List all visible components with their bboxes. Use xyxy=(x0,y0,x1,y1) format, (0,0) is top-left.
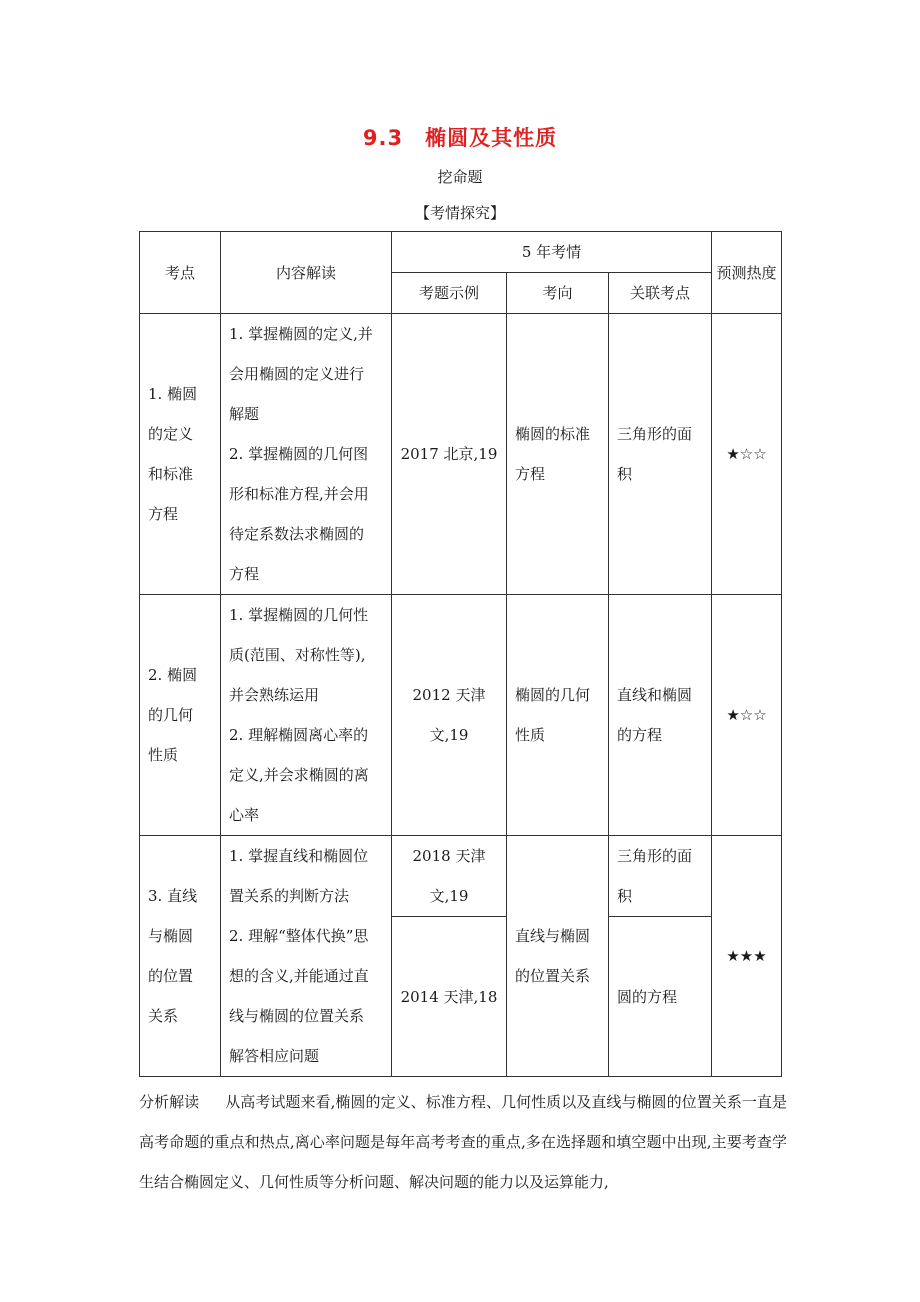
exam-analysis-table xyxy=(139,231,782,1077)
cell-line: 解答相应问题 xyxy=(229,1047,320,1065)
cell-line: 和标准 xyxy=(148,465,194,483)
header-kaodian: 考点 xyxy=(140,232,221,314)
cell-line: 质(范围、对称性等), xyxy=(229,646,366,664)
cell-line: 1. 椭圆 xyxy=(148,385,198,403)
kaodian-cell xyxy=(140,836,221,1077)
cell-line: 关系 xyxy=(148,1007,179,1025)
cell-line: 积 xyxy=(617,465,633,483)
cell-line: 定义,并会求椭圆的离 xyxy=(229,766,369,784)
page-title: 9.3 椭圆及其性质 xyxy=(362,126,558,150)
header-five-year: 5 年考情 xyxy=(392,232,712,273)
cell-line: 方程 xyxy=(515,465,546,483)
cell-line: 2. 理解“整体代换”思 xyxy=(229,927,369,945)
cell-line: 性质 xyxy=(515,726,546,744)
cell-line: 的几何 xyxy=(148,706,194,724)
cell-line: 3. 直线 xyxy=(148,887,198,905)
neirong-cell xyxy=(221,836,392,1077)
cell-line: 的位置 xyxy=(148,967,194,985)
cell-line: 2. 理解椭圆离心率的 xyxy=(229,726,369,744)
related-cell xyxy=(609,595,712,836)
cell-line: 积 xyxy=(617,887,633,905)
cell-line: 并会熟练运用 xyxy=(229,686,320,704)
kaodian-cell xyxy=(140,314,221,595)
neirong-cell xyxy=(221,314,392,595)
cell-line: 待定系数法求椭圆的 xyxy=(229,525,365,543)
cell-line: 椭圆的几何 xyxy=(515,686,591,704)
cell-line: 线与椭圆的位置关系 xyxy=(229,1007,365,1025)
section-label: 【考情探究】 xyxy=(414,204,505,222)
cell-line: 三角形的面 xyxy=(617,425,693,443)
cell-line: 直线和椭圆 xyxy=(617,686,693,704)
table-row xyxy=(140,595,782,836)
analysis-paragraph xyxy=(139,1082,787,1202)
cell-line: 1. 掌握椭圆的几何性 xyxy=(229,606,369,624)
table-row xyxy=(140,836,782,917)
cell-line: 与椭圆 xyxy=(148,927,194,945)
heat-rating: ★☆☆ xyxy=(712,314,782,595)
cell-line: 椭圆的标准 xyxy=(515,425,591,443)
header-neirong: 内容解读 xyxy=(221,232,392,314)
header-heat: 预测热度 xyxy=(712,232,782,314)
cell-line: 的方程 xyxy=(617,726,663,744)
cell-line: 解题 xyxy=(229,405,260,423)
example-cell: 2018 天津文,19 xyxy=(392,836,507,917)
cell-line: 心率 xyxy=(229,806,260,824)
direction-cell xyxy=(507,595,609,836)
analysis-text: 从高考试题来看,椭圆的定义、标准方程、几何性质以及直线与椭圆的位置关系一直是高考命题的重点和热点,离心率问题是每年高考考查的重点,多在选择题和填空题中出现,主要考查学生结合椭圆定义、几何性质等分析问题、解决问题的能力以及运算能力, xyxy=(139,1093,787,1191)
related-cell xyxy=(609,314,712,595)
related-cell: 圆的方程 xyxy=(609,917,712,1077)
header-direction: 考向 xyxy=(507,273,609,314)
cell-line: 会用椭圆的定义进行 xyxy=(229,365,365,383)
header-row xyxy=(140,232,782,273)
cell-line: 的位置关系 xyxy=(515,967,591,985)
example-cell: 2012 天津文,19 xyxy=(392,595,507,836)
cell-line: 2. 掌握椭圆的几何图 xyxy=(229,445,369,463)
example-cell: 2014 天津,18 xyxy=(392,917,507,1077)
cell-line: 的定义 xyxy=(148,425,194,443)
heat-rating: ★★★ xyxy=(712,836,782,1077)
cell-line: 置关系的判断方法 xyxy=(229,887,350,905)
cell-line: 1. 掌握直线和椭圆位 xyxy=(229,847,369,865)
cell-line: 形和标准方程,并会用 xyxy=(229,485,369,503)
cell-line: 方程 xyxy=(148,505,179,523)
direction-cell xyxy=(507,836,609,1077)
cell-line: 方程 xyxy=(229,565,260,583)
neirong-cell xyxy=(221,595,392,836)
cell-line: 性质 xyxy=(148,746,179,764)
header-related: 关联考点 xyxy=(609,273,712,314)
example-cell: 2017 北京,19 xyxy=(392,314,507,595)
analysis-label: 分析解读 xyxy=(139,1093,200,1111)
header-example: 考题示例 xyxy=(392,273,507,314)
table-row xyxy=(140,314,782,595)
cell-line: 直线与椭圆 xyxy=(515,927,591,945)
subtitle: 挖命题 xyxy=(437,168,483,186)
cell-line: 1. 掌握椭圆的定义,并 xyxy=(229,325,373,343)
cell-line: 想的含义,并能通过直 xyxy=(229,967,369,985)
cell-line: 2. 椭圆 xyxy=(148,666,198,684)
heat-rating: ★☆☆ xyxy=(712,595,782,836)
cell-line: 三角形的面 xyxy=(617,847,693,865)
kaodian-cell xyxy=(140,595,221,836)
direction-cell xyxy=(507,314,609,595)
related-cell xyxy=(609,836,712,917)
